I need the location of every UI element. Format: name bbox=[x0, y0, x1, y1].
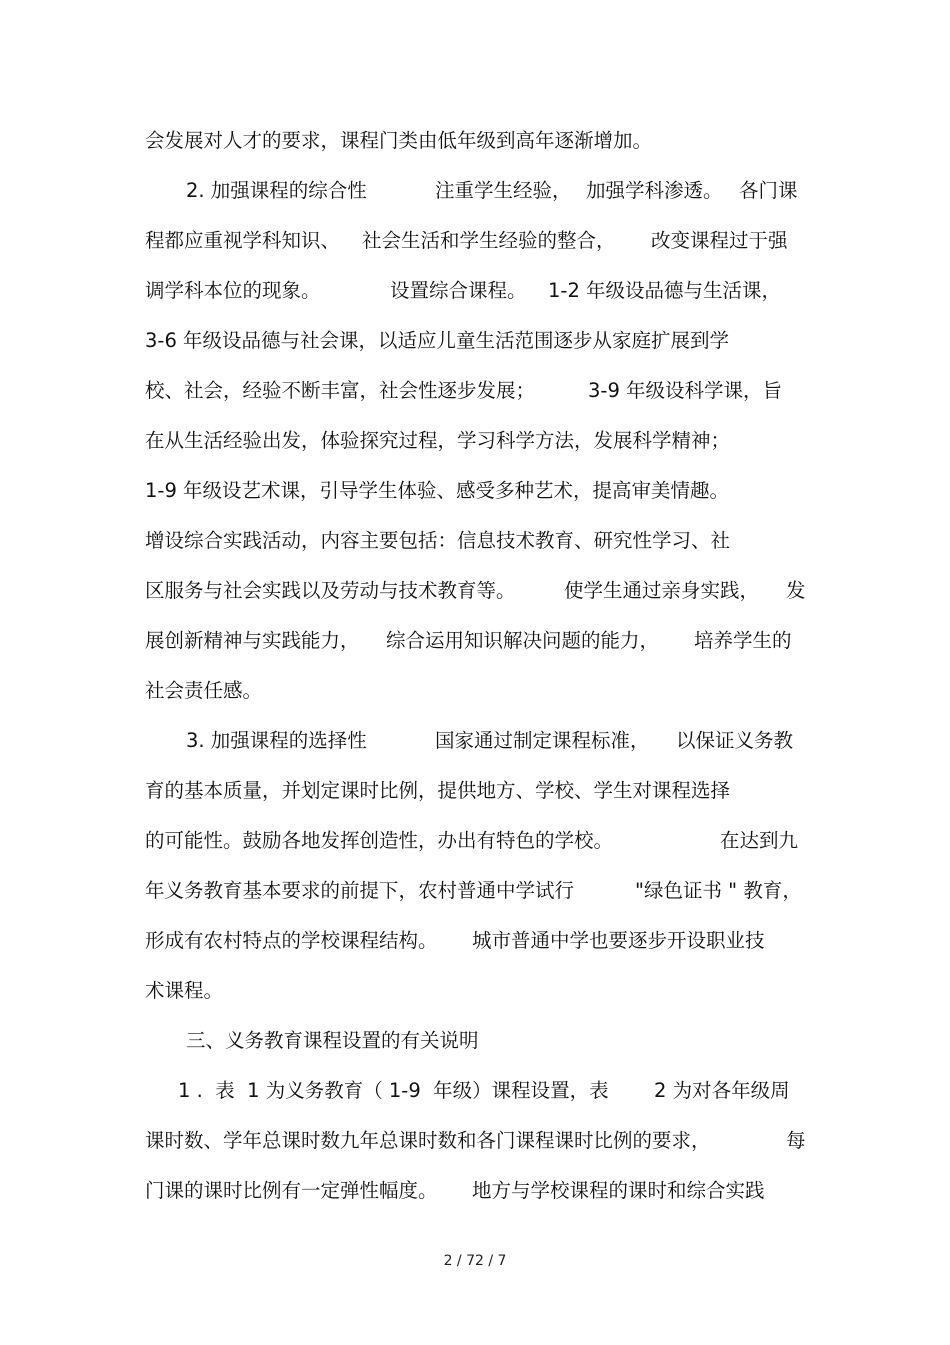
text-line bbox=[0, 576, 950, 606]
text-segment: 会发展对人才的要求，课程门类由低年级到高年逐渐增加。 bbox=[145, 129, 653, 152]
page-number: 2 / 72 / 7 bbox=[443, 1253, 507, 1269]
text-line bbox=[0, 726, 950, 756]
text-line bbox=[0, 676, 950, 706]
text-segment: "绿色证书 " 教育， bbox=[635, 879, 802, 902]
text-segment: 育的基本质量，并划定课时比例，提供地方、学校、学生对课程选择 bbox=[145, 779, 731, 802]
text-segment: 课时数、学年总课时数九年总课时数和各门课程课时比例的要求， bbox=[145, 1129, 711, 1152]
text-segment: 注重学生经验， bbox=[435, 179, 572, 202]
text-line bbox=[0, 876, 950, 906]
text-segment: 2 为对各年级周 bbox=[654, 1079, 790, 1102]
text-segment: 1-2 年级设品德与生活课， bbox=[548, 279, 782, 302]
text-segment: 增设综合实践活动，内容主要包括：信息技术教育、研究性学习、社 bbox=[145, 529, 731, 552]
text-segment: 术课程。 bbox=[145, 979, 224, 1002]
section-heading-2: 2. 加强课程的综合性 bbox=[186, 179, 367, 202]
text-segment: 区服务与社会实践以及劳动与技术教育等。 bbox=[145, 579, 516, 602]
text-segment: 年义务教育基本要求的前提下，农村普通中学试行 bbox=[145, 879, 575, 902]
text-line bbox=[0, 626, 950, 656]
text-segment: 在从生活经验出发，体验探究过程，学习科学方法，发展科学精神； bbox=[145, 429, 731, 452]
text-line bbox=[0, 976, 950, 1006]
text-segment: 加强学科渗透。 bbox=[586, 179, 723, 202]
text-segment: 3-9 年级设科学课，旨 bbox=[588, 379, 783, 402]
text-segment: 调学科本位的现象。 bbox=[145, 279, 321, 302]
text-line bbox=[0, 476, 950, 506]
text-segment: 门课的课时比例有一定弹性幅度。 bbox=[145, 1179, 438, 1202]
text-segment: 校、社会，经验不断丰富，社会性逐步发展； bbox=[145, 379, 536, 402]
text-line bbox=[0, 176, 950, 206]
text-line bbox=[0, 1126, 950, 1156]
text-segment: 社会生活和学生经验的整合， bbox=[362, 229, 616, 252]
text-segment: 形成有农村特点的学校课程结构。 bbox=[145, 929, 438, 952]
text-line bbox=[0, 1076, 950, 1106]
text-segment: 培养学生的 bbox=[694, 629, 792, 652]
section-heading-3: 3. 加强课程的选择性 bbox=[186, 729, 367, 752]
text-segment: 城市普通中学也要逐步开设职业技 bbox=[472, 929, 765, 952]
text-segment: 的可能性。鼓励各地发挥创造性，办出有特色的学校。 bbox=[145, 829, 614, 852]
text-segment: 程都应重视学科知识、 bbox=[145, 229, 341, 252]
text-segment: 1-9 年级设艺术课，引导学生体验、感受多种艺术，提高审美情趣。 bbox=[145, 479, 730, 502]
text-segment: 1 . 表 1 为义务教育（ 1-9 年级）课程设置，表 bbox=[178, 1079, 609, 1102]
text-line bbox=[0, 826, 950, 856]
text-segment: 各门课 bbox=[739, 179, 798, 202]
text-line bbox=[0, 326, 950, 356]
text-segment: 每 bbox=[786, 1129, 806, 1152]
section-heading-three: 三、义务教育课程设置的有关说明 bbox=[186, 1029, 479, 1052]
text-segment: 改变课程过于强 bbox=[651, 229, 788, 252]
text-segment: 国家通过制定课程标准， bbox=[435, 729, 650, 752]
text-segment: 设置综合课程。 bbox=[390, 279, 527, 302]
text-line bbox=[0, 1176, 950, 1206]
text-line bbox=[0, 276, 950, 306]
text-line bbox=[0, 1026, 950, 1056]
text-segment: 展创新精神与实践能力， bbox=[145, 629, 360, 652]
text-line bbox=[0, 776, 950, 806]
text-segment: 社会责任感。 bbox=[145, 679, 263, 702]
text-line bbox=[0, 926, 950, 956]
text-segment: 3-6 年级设品德与社会课，以适应儿童生活范围逐步从家庭扩展到学 bbox=[145, 329, 730, 352]
text-segment: 地方与学校课程的课时和综合实践 bbox=[472, 1179, 765, 1202]
text-segment: 发 bbox=[786, 579, 806, 602]
text-segment: 综合运用知识解决问题的能力， bbox=[386, 629, 660, 652]
text-line bbox=[0, 526, 950, 556]
text-segment: 使学生通过亲身实践， bbox=[564, 579, 760, 602]
text-segment: 以保证义务教 bbox=[676, 729, 794, 752]
text-line bbox=[0, 426, 950, 456]
text-line bbox=[0, 376, 950, 406]
text-segment: 在达到九 bbox=[720, 829, 799, 852]
text-line bbox=[0, 126, 950, 156]
text-line bbox=[0, 226, 950, 256]
